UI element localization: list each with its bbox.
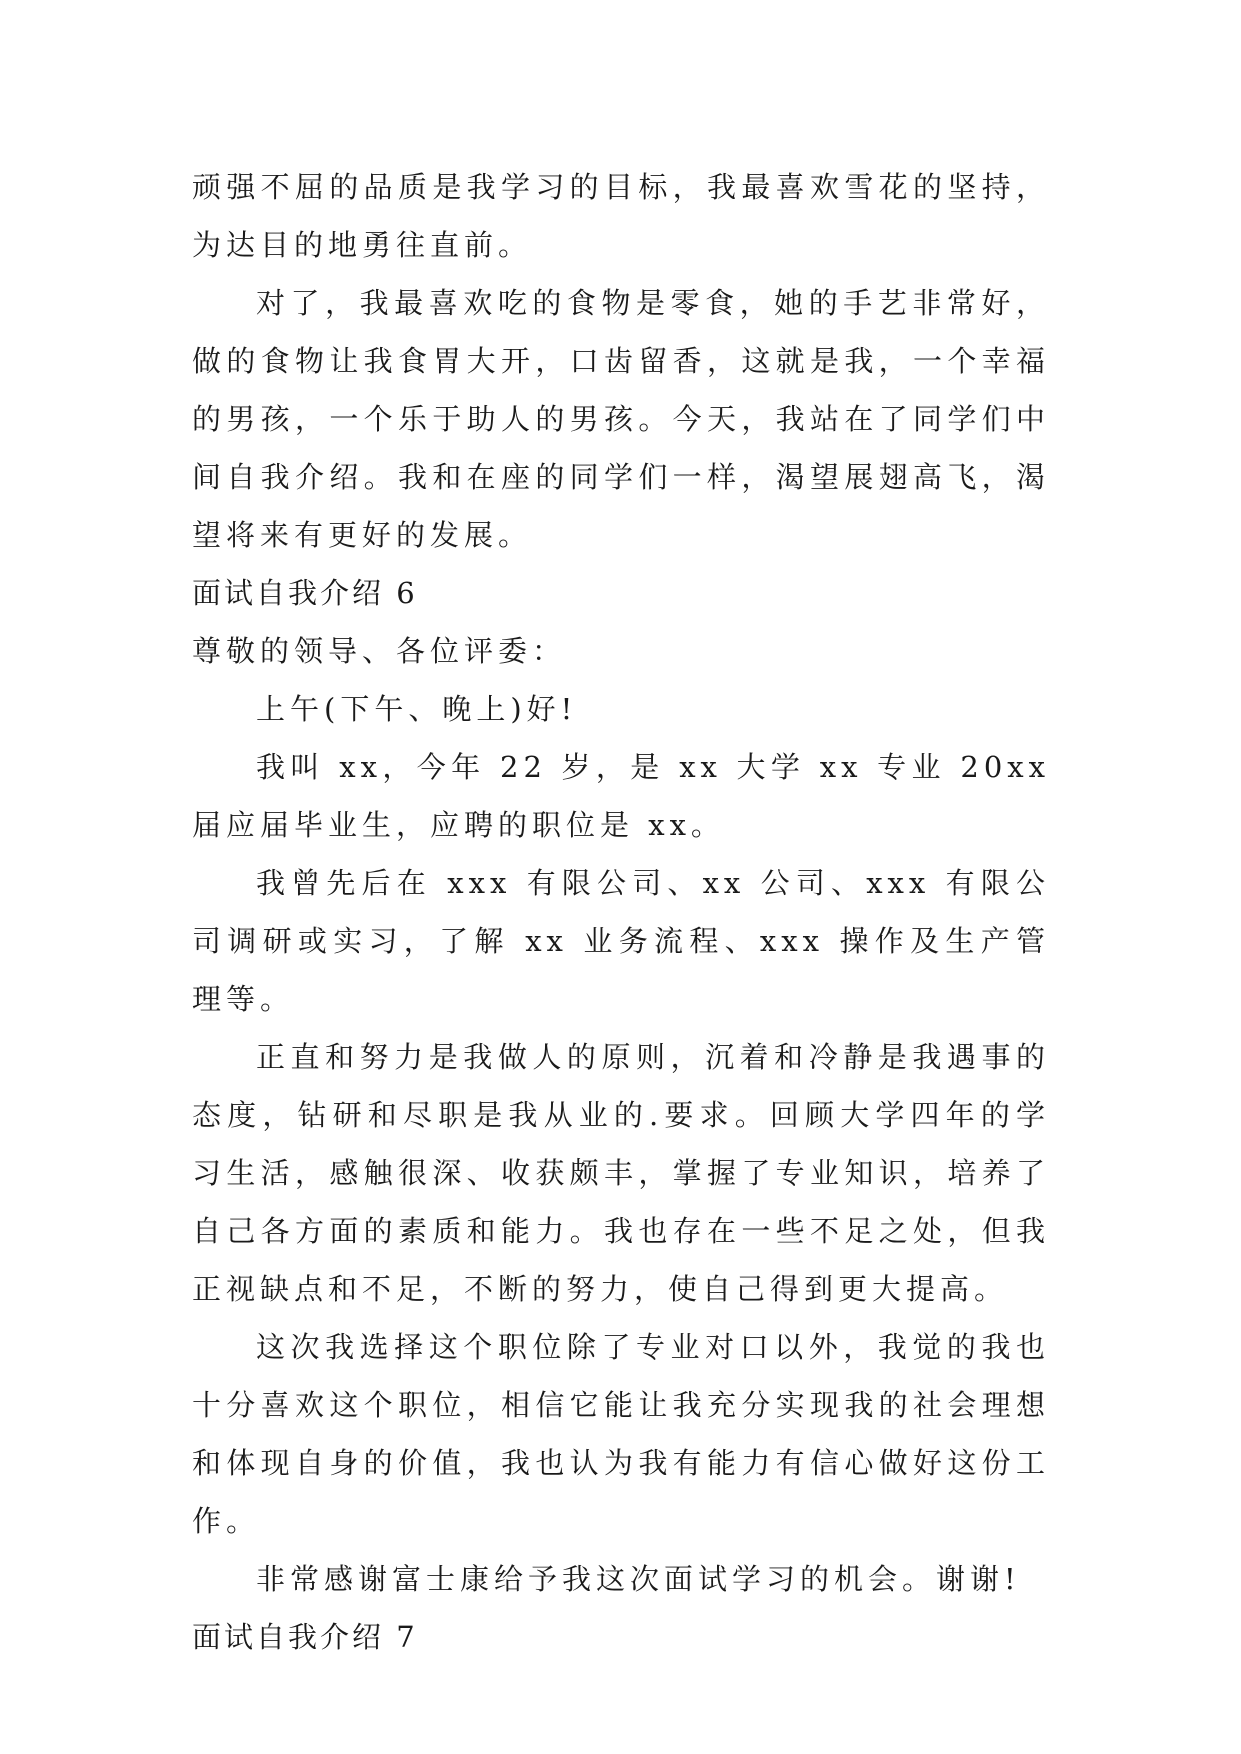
section-heading: 面试自我介绍 6	[192, 576, 418, 610]
paragraph: 非常感谢富士康给予我这次面试学习的机会。谢谢!	[256, 1562, 1021, 1596]
section-heading: 面试自我介绍 7	[192, 1620, 418, 1654]
salutation: 尊敬的领导、各位评委：	[192, 634, 567, 668]
paragraph: 对了，我最喜欢吃的食物是零食，她的手艺非常好，做的食物让我食胃大开，口齿留香，这就是我，一个幸福的男孩，一个乐于助人的男孩。今天，我站在了同学们中间自我介绍。我和在座的同学们一样，渴望展翅高飞，渴望将来有更好的发展。	[192, 286, 1050, 552]
document-body	[192, 158, 1050, 1666]
paragraph: 我叫 xx，今年 22 岁，是 xx 大学 xx 专业 20xx 届应届毕业生，应聘的职位是 xx。	[192, 750, 1050, 842]
paragraph: 顽强不屈的品质是我学习的目标，我最喜欢雪花的坚持，为达目的地勇往直前。	[192, 170, 1050, 262]
paragraph: 这次我选择这个职位除了专业对口以外，我觉的我也十分喜欢这个职位，相信它能让我充分实现我的社会理想和体现自身的价值，我也认为我有能力有信心做好这份工作。	[192, 1330, 1050, 1538]
greeting: 上午(下午、晚上)好!	[256, 692, 578, 726]
paragraph: 我曾先后在 xxx 有限公司、xx 公司、xxx 有限公司调研或实习，了解 xx 业务流程、xxx 操作及生产管理等。	[192, 866, 1050, 1016]
paragraph: 正直和努力是我做人的原则，沉着和冷静是我遇事的态度，钻研和尽职是我从业的.要求。回顾大学四年的学习生活，感触很深、收获颇丰，掌握了专业知识，培养了自己各方面的素质和能力。我也存在一些不足之处，但我正视缺点和不足，不断的努力，使自己得到更大提高。	[192, 1040, 1050, 1306]
